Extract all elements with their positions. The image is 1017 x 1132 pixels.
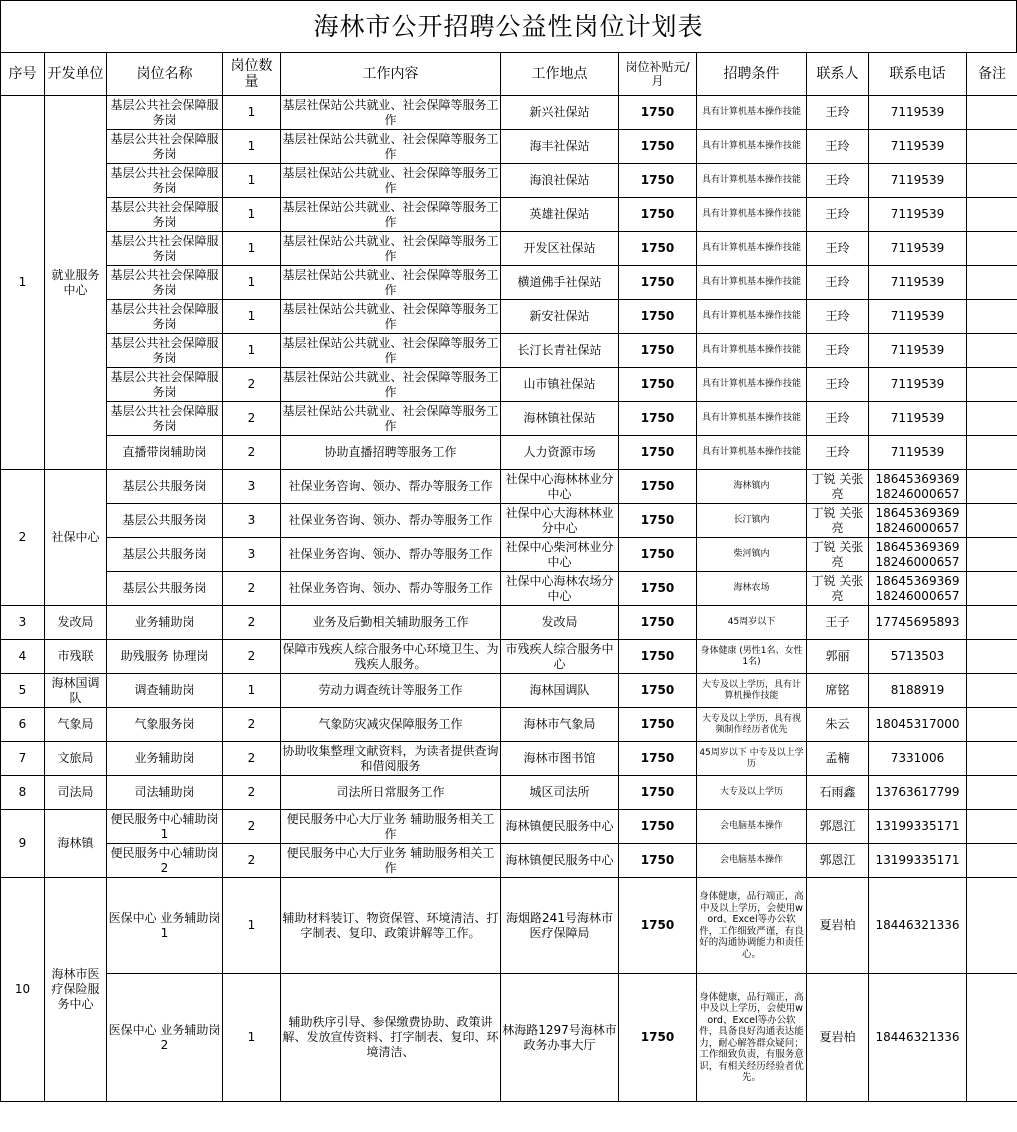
note-cell bbox=[967, 130, 1017, 164]
header-count: 岗位数量 bbox=[223, 53, 281, 96]
location-cell: 发改局 bbox=[501, 606, 619, 640]
location-cell: 社保中心海林林业分中心 bbox=[501, 470, 619, 504]
phone-cell: 7119539 bbox=[869, 130, 967, 164]
location-cell: 横道佛手社保站 bbox=[501, 266, 619, 300]
work-cell: 保障市残疾人综合服务中心环境卫生、为残疾人服务。 bbox=[281, 640, 501, 674]
seq-cell: 3 bbox=[1, 606, 45, 640]
requirements-cell: 大专及以上学历，具有视频制作经历者优先 bbox=[697, 708, 807, 742]
location-cell: 英雄社保站 bbox=[501, 198, 619, 232]
requirements-cell: 具有计算机基本操作技能 bbox=[697, 334, 807, 368]
position-cell: 基层公共社会保障服务岗 bbox=[107, 96, 223, 130]
requirements-cell: 45周岁以下 中专及以上学历 bbox=[697, 742, 807, 776]
phone-cell: 7119539 bbox=[869, 402, 967, 436]
table-row bbox=[1, 504, 1017, 538]
header-phone: 联系电话 bbox=[869, 53, 967, 96]
note-cell bbox=[967, 640, 1017, 674]
requirements-cell: 会电脑基本操作 bbox=[697, 810, 807, 844]
header-salary: 岗位补贴元/月 bbox=[619, 53, 697, 96]
count-cell: 1 bbox=[223, 300, 281, 334]
note-cell bbox=[967, 810, 1017, 844]
work-cell: 基层社保站公共就业、社会保障等服务工作 bbox=[281, 130, 501, 164]
position-cell: 基层公共社会保障服务岗 bbox=[107, 232, 223, 266]
table-row bbox=[1, 232, 1017, 266]
contact-cell: 丁锐 关张亮 bbox=[807, 504, 869, 538]
seq-cell: 1 bbox=[1, 96, 45, 470]
count-cell: 2 bbox=[223, 606, 281, 640]
work-cell: 协助直播招聘等服务工作 bbox=[281, 436, 501, 470]
phone-cell: 18045317000 bbox=[869, 708, 967, 742]
work-cell: 社保业务咨询、领办、帮办等服务工作 bbox=[281, 470, 501, 504]
position-cell: 调查辅助岗 bbox=[107, 674, 223, 708]
salary-cell: 1750 bbox=[619, 844, 697, 878]
table-row bbox=[1, 878, 1017, 974]
contact-cell: 王玲 bbox=[807, 334, 869, 368]
unit-cell: 社保中心 bbox=[45, 470, 107, 606]
work-cell: 基层社保站公共就业、社会保障等服务工作 bbox=[281, 198, 501, 232]
requirements-cell: 45周岁以下 bbox=[697, 606, 807, 640]
contact-cell: 夏岩柏 bbox=[807, 974, 869, 1102]
location-cell: 海林镇社保站 bbox=[501, 402, 619, 436]
requirements-cell: 大专及以上学历 bbox=[697, 776, 807, 810]
note-cell bbox=[967, 674, 1017, 708]
salary-cell: 1750 bbox=[619, 436, 697, 470]
table-row bbox=[1, 130, 1017, 164]
seq-cell: 6 bbox=[1, 708, 45, 742]
count-cell: 2 bbox=[223, 708, 281, 742]
table-row bbox=[1, 572, 1017, 606]
count-cell: 2 bbox=[223, 844, 281, 878]
requirements-cell: 具有计算机基本操作技能 bbox=[697, 402, 807, 436]
count-cell: 1 bbox=[223, 334, 281, 368]
seq-cell: 10 bbox=[1, 878, 45, 1102]
position-cell: 基层公共社会保障服务岗 bbox=[107, 130, 223, 164]
count-cell: 2 bbox=[223, 402, 281, 436]
location-cell: 海林镇便民服务中心 bbox=[501, 810, 619, 844]
contact-cell: 王玲 bbox=[807, 436, 869, 470]
salary-cell: 1750 bbox=[619, 974, 697, 1102]
unit-cell: 海林镇 bbox=[45, 810, 107, 878]
requirements-cell: 海林镇内 bbox=[697, 470, 807, 504]
salary-cell: 1750 bbox=[619, 878, 697, 974]
salary-cell: 1750 bbox=[619, 130, 697, 164]
header-position: 岗位名称 bbox=[107, 53, 223, 96]
work-cell: 基层社保站公共就业、社会保障等服务工作 bbox=[281, 266, 501, 300]
location-cell: 开发区社保站 bbox=[501, 232, 619, 266]
work-cell: 辅助材料装订、物资保管、环境清洁、打字制表、复印、政策讲解等工作。 bbox=[281, 878, 501, 974]
work-cell: 基层社保站公共就业、社会保障等服务工作 bbox=[281, 368, 501, 402]
requirements-cell: 具有计算机基本操作技能 bbox=[697, 300, 807, 334]
work-cell: 劳动力调查统计等服务工作 bbox=[281, 674, 501, 708]
count-cell: 1 bbox=[223, 164, 281, 198]
table-row bbox=[1, 164, 1017, 198]
location-cell: 社保中心海林农场分中心 bbox=[501, 572, 619, 606]
count-cell: 3 bbox=[223, 470, 281, 504]
count-cell: 2 bbox=[223, 742, 281, 776]
count-cell: 1 bbox=[223, 96, 281, 130]
note-cell bbox=[967, 742, 1017, 776]
seq-cell: 2 bbox=[1, 470, 45, 606]
header-note: 备注 bbox=[967, 53, 1017, 96]
note-cell bbox=[967, 436, 1017, 470]
table-row bbox=[1, 470, 1017, 504]
requirements-cell: 具有计算机基本操作技能 bbox=[697, 198, 807, 232]
unit-cell: 海林国调队 bbox=[45, 674, 107, 708]
position-cell: 基层公共服务岗 bbox=[107, 504, 223, 538]
position-cell: 便民服务中心辅助岗2 bbox=[107, 844, 223, 878]
work-cell: 社保业务咨询、领办、帮办等服务工作 bbox=[281, 538, 501, 572]
requirements-cell: 身体健康，品行端正，高中及以上学历，会使用word、Excel等办公软件，具备良好沟通表达能力，耐心解答群众疑问；工作细致负责，有服务意识，有相关经历经验者优先。 bbox=[697, 974, 807, 1102]
header-seq: 序号 bbox=[1, 53, 45, 96]
salary-cell: 1750 bbox=[619, 368, 697, 402]
count-cell: 3 bbox=[223, 504, 281, 538]
contact-cell: 夏岩柏 bbox=[807, 878, 869, 974]
requirements-cell: 具有计算机基本操作技能 bbox=[697, 266, 807, 300]
unit-cell: 就业服务中心 bbox=[45, 96, 107, 470]
count-cell: 2 bbox=[223, 810, 281, 844]
location-cell: 海丰社保站 bbox=[501, 130, 619, 164]
requirements-cell: 具有计算机基本操作技能 bbox=[697, 368, 807, 402]
phone-cell: 5713503 bbox=[869, 640, 967, 674]
contact-cell: 丁锐 关张亮 bbox=[807, 470, 869, 504]
seq-cell: 4 bbox=[1, 640, 45, 674]
contact-cell: 王玲 bbox=[807, 368, 869, 402]
salary-cell: 1750 bbox=[619, 232, 697, 266]
position-cell: 司法辅助岗 bbox=[107, 776, 223, 810]
work-cell: 便民服务中心大厅业务 辅助服务相关工作 bbox=[281, 844, 501, 878]
position-cell: 基层公共服务岗 bbox=[107, 470, 223, 504]
contact-cell: 郭丽 bbox=[807, 640, 869, 674]
requirements-cell: 身体健康，品行端正，高中及以上学历，会使用word、Excel等办公软件，工作细致严谨，有良好的沟通协调能力和责任心。 bbox=[697, 878, 807, 974]
requirements-cell: 具有计算机基本操作技能 bbox=[697, 232, 807, 266]
table-row bbox=[1, 844, 1017, 878]
requirements-cell: 具有计算机基本操作技能 bbox=[697, 164, 807, 198]
phone-cell: 18446321336 bbox=[869, 878, 967, 974]
count-cell: 1 bbox=[223, 232, 281, 266]
location-cell: 山市镇社保站 bbox=[501, 368, 619, 402]
table-row bbox=[1, 402, 1017, 436]
header-row bbox=[1, 53, 1017, 96]
work-cell: 业务及后勤相关辅助服务工作 bbox=[281, 606, 501, 640]
contact-cell: 王子 bbox=[807, 606, 869, 640]
note-cell bbox=[967, 974, 1017, 1102]
requirements-cell: 柴河镇内 bbox=[697, 538, 807, 572]
phone-cell: 7119539 bbox=[869, 334, 967, 368]
table-row bbox=[1, 708, 1017, 742]
salary-cell: 1750 bbox=[619, 572, 697, 606]
salary-cell: 1750 bbox=[619, 606, 697, 640]
note-cell bbox=[967, 300, 1017, 334]
position-cell: 气象服务岗 bbox=[107, 708, 223, 742]
phone-cell: 7119539 bbox=[869, 164, 967, 198]
salary-cell: 1750 bbox=[619, 164, 697, 198]
unit-cell: 司法局 bbox=[45, 776, 107, 810]
note-cell bbox=[967, 232, 1017, 266]
note-cell bbox=[967, 198, 1017, 232]
contact-cell: 孟楠 bbox=[807, 742, 869, 776]
salary-cell: 1750 bbox=[619, 96, 697, 130]
table-row bbox=[1, 640, 1017, 674]
location-cell: 海林国调队 bbox=[501, 674, 619, 708]
position-cell: 助残服务 协理岗 bbox=[107, 640, 223, 674]
work-cell: 协助收集整理文献资料，为读者提供查询和借阅服务 bbox=[281, 742, 501, 776]
table-row bbox=[1, 742, 1017, 776]
note-cell bbox=[967, 504, 1017, 538]
phone-cell: 13199335171 bbox=[869, 844, 967, 878]
phone-cell: 7119539 bbox=[869, 198, 967, 232]
work-cell: 基层社保站公共就业、社会保障等服务工作 bbox=[281, 164, 501, 198]
contact-cell: 席铭 bbox=[807, 674, 869, 708]
location-cell: 海林市气象局 bbox=[501, 708, 619, 742]
work-cell: 司法所日常服务工作 bbox=[281, 776, 501, 810]
work-cell: 基层社保站公共就业、社会保障等服务工作 bbox=[281, 96, 501, 130]
position-cell: 基层公共社会保障服务岗 bbox=[107, 164, 223, 198]
note-cell bbox=[967, 606, 1017, 640]
work-cell: 基层社保站公共就业、社会保障等服务工作 bbox=[281, 300, 501, 334]
requirements-cell: 具有计算机基本操作技能 bbox=[697, 96, 807, 130]
count-cell: 1 bbox=[223, 198, 281, 232]
header-location: 工作地点 bbox=[501, 53, 619, 96]
position-cell: 基层公共社会保障服务岗 bbox=[107, 334, 223, 368]
phone-cell: 7119539 bbox=[869, 96, 967, 130]
phone-cell: 17745695893 bbox=[869, 606, 967, 640]
table-row bbox=[1, 436, 1017, 470]
salary-cell: 1750 bbox=[619, 470, 697, 504]
phone-cell: 18645369369 18246000657 bbox=[869, 504, 967, 538]
count-cell: 2 bbox=[223, 436, 281, 470]
position-cell: 基层公共社会保障服务岗 bbox=[107, 300, 223, 334]
table-row bbox=[1, 96, 1017, 130]
header-unit: 开发单位 bbox=[45, 53, 107, 96]
contact-cell: 王玲 bbox=[807, 130, 869, 164]
location-cell: 新兴社保站 bbox=[501, 96, 619, 130]
note-cell bbox=[967, 96, 1017, 130]
work-cell: 社保业务咨询、领办、帮办等服务工作 bbox=[281, 572, 501, 606]
phone-cell: 7119539 bbox=[869, 266, 967, 300]
count-cell: 2 bbox=[223, 368, 281, 402]
position-cell: 便民服务中心辅助岗1 bbox=[107, 810, 223, 844]
location-cell: 林海路1297号海林市政务办事大厅 bbox=[501, 974, 619, 1102]
requirements-cell: 海林农场 bbox=[697, 572, 807, 606]
position-cell: 医保中心 业务辅助岗2 bbox=[107, 974, 223, 1102]
note-cell bbox=[967, 708, 1017, 742]
count-cell: 1 bbox=[223, 266, 281, 300]
salary-cell: 1750 bbox=[619, 742, 697, 776]
count-cell: 1 bbox=[223, 974, 281, 1102]
position-cell: 基层公共服务岗 bbox=[107, 538, 223, 572]
location-cell: 社保中心大海林林业分中心 bbox=[501, 504, 619, 538]
note-cell bbox=[967, 402, 1017, 436]
table-row bbox=[1, 538, 1017, 572]
header-requirements: 招聘条件 bbox=[697, 53, 807, 96]
header-contact: 联系人 bbox=[807, 53, 869, 96]
position-cell: 直播带岗辅助岗 bbox=[107, 436, 223, 470]
contact-cell: 丁锐 关张亮 bbox=[807, 538, 869, 572]
note-cell bbox=[967, 470, 1017, 504]
position-cell: 医保中心 业务辅助岗1 bbox=[107, 878, 223, 974]
table-row bbox=[1, 334, 1017, 368]
position-cell: 基层公共服务岗 bbox=[107, 572, 223, 606]
salary-cell: 1750 bbox=[619, 674, 697, 708]
position-cell: 基层公共社会保障服务岗 bbox=[107, 402, 223, 436]
phone-cell: 8188919 bbox=[869, 674, 967, 708]
unit-cell: 海林市医疗保险服务中心 bbox=[45, 878, 107, 1102]
position-cell: 基层公共社会保障服务岗 bbox=[107, 368, 223, 402]
contact-cell: 王玲 bbox=[807, 198, 869, 232]
count-cell: 3 bbox=[223, 538, 281, 572]
salary-cell: 1750 bbox=[619, 708, 697, 742]
note-cell bbox=[967, 334, 1017, 368]
salary-cell: 1750 bbox=[619, 266, 697, 300]
header-work: 工作内容 bbox=[281, 53, 501, 96]
note-cell bbox=[967, 368, 1017, 402]
location-cell: 城区司法所 bbox=[501, 776, 619, 810]
seq-cell: 7 bbox=[1, 742, 45, 776]
work-cell: 辅助秩序引导、参保缴费协助、政策讲解、发放宣传资料、打字制表、复印、环境清洁、 bbox=[281, 974, 501, 1102]
seq-cell: 9 bbox=[1, 810, 45, 878]
salary-cell: 1750 bbox=[619, 198, 697, 232]
phone-cell: 13763617799 bbox=[869, 776, 967, 810]
contact-cell: 王玲 bbox=[807, 300, 869, 334]
note-cell bbox=[967, 572, 1017, 606]
work-cell: 气象防灾减灾保障服务工作 bbox=[281, 708, 501, 742]
phone-cell: 13199335171 bbox=[869, 810, 967, 844]
requirements-cell: 会电脑基本操作 bbox=[697, 844, 807, 878]
work-cell: 基层社保站公共就业、社会保障等服务工作 bbox=[281, 334, 501, 368]
table-row bbox=[1, 606, 1017, 640]
location-cell: 海烟路241号海林市医疗保障局 bbox=[501, 878, 619, 974]
table-row bbox=[1, 198, 1017, 232]
contact-cell: 王玲 bbox=[807, 266, 869, 300]
phone-cell: 18645369369 18246000657 bbox=[869, 572, 967, 606]
count-cell: 2 bbox=[223, 572, 281, 606]
count-cell: 2 bbox=[223, 776, 281, 810]
contact-cell: 王玲 bbox=[807, 402, 869, 436]
phone-cell: 7119539 bbox=[869, 368, 967, 402]
phone-cell: 18446321336 bbox=[869, 974, 967, 1102]
position-cell: 业务辅助岗 bbox=[107, 742, 223, 776]
phone-cell: 18645369369 18246000657 bbox=[869, 470, 967, 504]
phone-cell: 7331006 bbox=[869, 742, 967, 776]
salary-cell: 1750 bbox=[619, 640, 697, 674]
requirements-cell: 长汀镇内 bbox=[697, 504, 807, 538]
seq-cell: 5 bbox=[1, 674, 45, 708]
contact-cell: 王玲 bbox=[807, 232, 869, 266]
salary-cell: 1750 bbox=[619, 504, 697, 538]
location-cell: 人力资源市场 bbox=[501, 436, 619, 470]
unit-cell: 气象局 bbox=[45, 708, 107, 742]
phone-cell: 7119539 bbox=[869, 232, 967, 266]
position-cell: 业务辅助岗 bbox=[107, 606, 223, 640]
table-row bbox=[1, 300, 1017, 334]
position-cell: 基层公共社会保障服务岗 bbox=[107, 198, 223, 232]
contact-cell: 丁锐 关张亮 bbox=[807, 572, 869, 606]
requirements-cell: 具有计算机基本操作技能 bbox=[697, 436, 807, 470]
requirements-cell: 具有计算机基本操作技能 bbox=[697, 130, 807, 164]
table-row bbox=[1, 368, 1017, 402]
count-cell: 2 bbox=[223, 640, 281, 674]
table-row bbox=[1, 974, 1017, 1102]
contact-cell: 朱云 bbox=[807, 708, 869, 742]
location-cell: 海林镇便民服务中心 bbox=[501, 844, 619, 878]
phone-cell: 7119539 bbox=[869, 436, 967, 470]
salary-cell: 1750 bbox=[619, 776, 697, 810]
location-cell: 海浪社保站 bbox=[501, 164, 619, 198]
work-cell: 便民服务中心大厅业务 辅助服务相关工作 bbox=[281, 810, 501, 844]
note-cell bbox=[967, 164, 1017, 198]
salary-cell: 1750 bbox=[619, 334, 697, 368]
salary-cell: 1750 bbox=[619, 538, 697, 572]
phone-cell: 7119539 bbox=[869, 300, 967, 334]
table-row bbox=[1, 674, 1017, 708]
location-cell: 新安社保站 bbox=[501, 300, 619, 334]
table-row bbox=[1, 776, 1017, 810]
seq-cell: 8 bbox=[1, 776, 45, 810]
location-cell: 社保中心柴河林业分中心 bbox=[501, 538, 619, 572]
location-cell: 海林市图书馆 bbox=[501, 742, 619, 776]
unit-cell: 发改局 bbox=[45, 606, 107, 640]
table-body bbox=[1, 96, 1017, 1102]
location-cell: 市残疾人综合服务中心 bbox=[501, 640, 619, 674]
note-cell bbox=[967, 776, 1017, 810]
count-cell: 1 bbox=[223, 674, 281, 708]
contact-cell: 石雨鑫 bbox=[807, 776, 869, 810]
note-cell bbox=[967, 878, 1017, 974]
note-cell bbox=[967, 844, 1017, 878]
work-cell: 基层社保站公共就业、社会保障等服务工作 bbox=[281, 402, 501, 436]
contact-cell: 郭恩江 bbox=[807, 844, 869, 878]
unit-cell: 文旅局 bbox=[45, 742, 107, 776]
work-cell: 基层社保站公共就业、社会保障等服务工作 bbox=[281, 232, 501, 266]
work-cell: 社保业务咨询、领办、帮办等服务工作 bbox=[281, 504, 501, 538]
salary-cell: 1750 bbox=[619, 402, 697, 436]
salary-cell: 1750 bbox=[619, 810, 697, 844]
table-row bbox=[1, 266, 1017, 300]
contact-cell: 郭恩江 bbox=[807, 810, 869, 844]
contact-cell: 王玲 bbox=[807, 164, 869, 198]
salary-cell: 1750 bbox=[619, 300, 697, 334]
page-title: 海林市公开招聘公益性岗位计划表 bbox=[0, 0, 1017, 52]
note-cell bbox=[967, 538, 1017, 572]
count-cell: 1 bbox=[223, 878, 281, 974]
position-cell: 基层公共社会保障服务岗 bbox=[107, 266, 223, 300]
recruitment-table bbox=[0, 52, 1017, 1102]
requirements-cell: 大专及以上学历，具有计算机操作技能 bbox=[697, 674, 807, 708]
note-cell bbox=[967, 266, 1017, 300]
contact-cell: 王玲 bbox=[807, 96, 869, 130]
table-row bbox=[1, 810, 1017, 844]
phone-cell: 18645369369 18246000657 bbox=[869, 538, 967, 572]
requirements-cell: 身体健康 (男性1名、女性1名) bbox=[697, 640, 807, 674]
location-cell: 长汀长青社保站 bbox=[501, 334, 619, 368]
count-cell: 1 bbox=[223, 130, 281, 164]
unit-cell: 市残联 bbox=[45, 640, 107, 674]
